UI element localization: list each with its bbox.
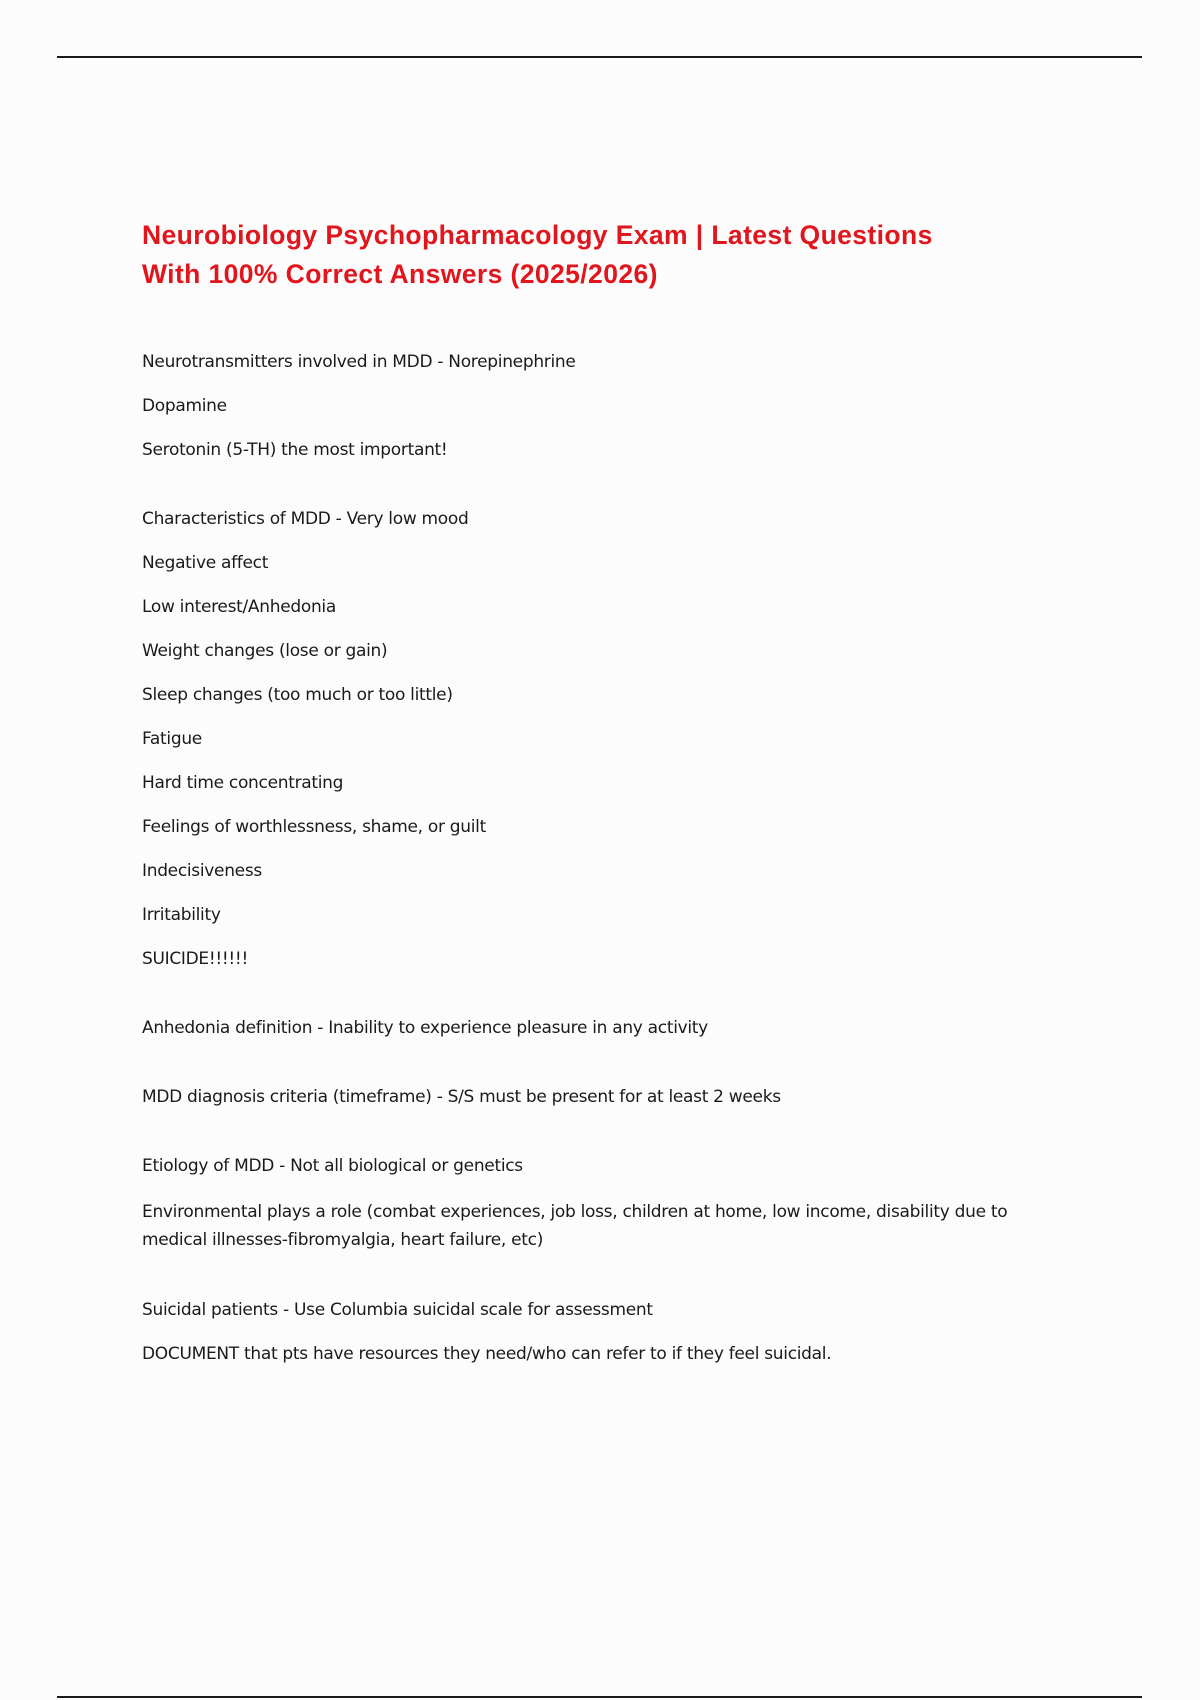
qa-entry-anhedonia <box>142 1016 1062 1041</box>
qa-line: Feelings of worthlessness, shame, or guilt <box>142 817 486 837</box>
qa-line: SUICIDE!!!!!! <box>142 949 248 969</box>
qa-line: Sleep changes (too much or too little) <box>142 685 453 705</box>
qa-line: DOCUMENT that pts have resources they need/who can refer to if they feel suicidal. <box>142 1344 832 1364</box>
qa-entry-etiology <box>142 1154 1062 1254</box>
qa-line: Characteristics of MDD - Very low mood <box>142 509 469 529</box>
qa-line: MDD diagnosis criteria (timeframe) - S/S must be present for at least 2 weeks <box>142 1087 781 1107</box>
qa-line: Irritability <box>142 905 221 925</box>
document-title <box>142 216 1062 294</box>
qa-line: Dopamine <box>142 396 227 416</box>
qa-line: Fatigue <box>142 729 202 749</box>
document-body <box>142 216 1062 1411</box>
qa-list <box>142 350 1062 1367</box>
qa-line: Indecisiveness <box>142 861 262 881</box>
qa-line: Etiology of MDD - Not all biological or genetics <box>142 1156 523 1176</box>
qa-line: Hard time concentrating <box>142 773 344 793</box>
title-line-1: Neurobiology Psychopharmacology Exam | Latest Questions <box>142 220 933 250</box>
qa-line: Anhedonia definition - Inability to experience pleasure in any activity <box>142 1018 708 1038</box>
qa-entry-neurotransmitters <box>142 350 1062 463</box>
qa-entry-suicidal-patients <box>142 1298 1062 1367</box>
qa-line: Serotonin (5-TH) the most important! <box>142 440 448 460</box>
qa-line: Low interest/Anhedonia <box>142 597 336 617</box>
qa-line: Neurotransmitters involved in MDD - Norepinephrine <box>142 352 576 372</box>
qa-line: Negative affect <box>142 553 269 573</box>
header-rule <box>57 56 1142 58</box>
qa-line: Environmental plays a role (combat experiences, job loss, children at home, low income, disability due to medical illnesses-fibromyalgia, heart failure, etc) <box>142 1202 1008 1250</box>
qa-entry-characteristics <box>142 507 1062 972</box>
title-line-2: With 100% Correct Answers (2025/2026) <box>142 259 658 289</box>
qa-line: Suicidal patients - Use Columbia suicidal scale for assessment <box>142 1300 653 1320</box>
qa-entry-diagnosis-criteria <box>142 1085 1062 1110</box>
footer-rule <box>57 1696 1142 1698</box>
qa-line: Weight changes (lose or gain) <box>142 641 388 661</box>
